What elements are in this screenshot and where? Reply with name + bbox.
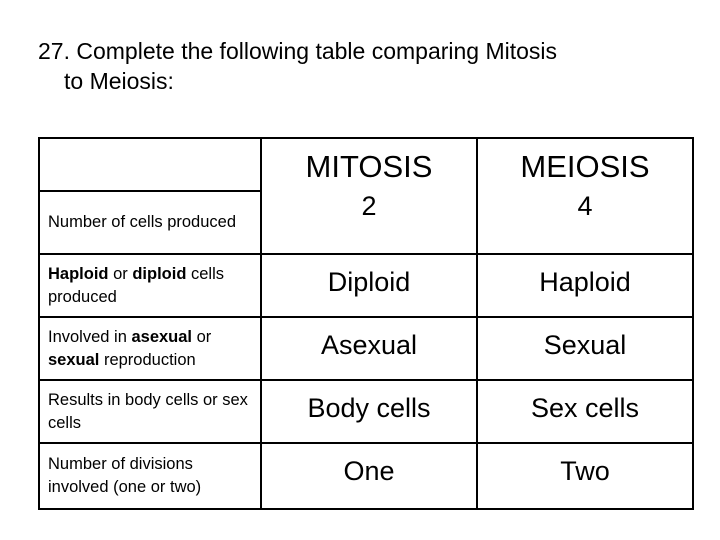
meiosis-cell-type: Sex cells [477, 380, 693, 443]
mitosis-reproduction: Asexual [261, 317, 477, 380]
table-header-row [39, 138, 693, 191]
row-label-ploidy: Haploid or diploid cells produced [39, 254, 261, 317]
table-row [39, 380, 693, 443]
row-label-cell-count: Number of cells produced [39, 191, 261, 254]
header-meiosis: MEIOSIS [477, 138, 693, 191]
meiosis-reproduction: Sexual [477, 317, 693, 380]
mitosis-cell-type: Body cells [261, 380, 477, 443]
mitosis-ploidy: Diploid [261, 254, 477, 317]
row-label-reproduction: Involved in asexual or sexual reproduction [39, 317, 261, 380]
table-row [39, 254, 693, 317]
mitosis-divisions: One [261, 443, 477, 509]
mitosis-cell-count: 2 [261, 191, 477, 254]
table-row [39, 191, 693, 254]
row-label-divisions: Number of divisions involved (one or two) [39, 443, 261, 509]
question-title-line1: 27. Complete the following table comparing Mitosis [38, 38, 558, 64]
table-row [39, 443, 693, 509]
row-label-cell-type: Results in body cells or sex cells [39, 380, 261, 443]
question-title [38, 36, 698, 96]
question-title-line2: to Meiosis: [64, 68, 174, 94]
meiosis-divisions: Two [477, 443, 693, 509]
table-row [39, 317, 693, 380]
header-mitosis: MITOSIS [261, 138, 477, 191]
meiosis-cell-count: 4 [477, 191, 693, 254]
meiosis-ploidy: Haploid [477, 254, 693, 317]
header-corner-cell [39, 138, 261, 191]
comparison-table [38, 137, 694, 510]
